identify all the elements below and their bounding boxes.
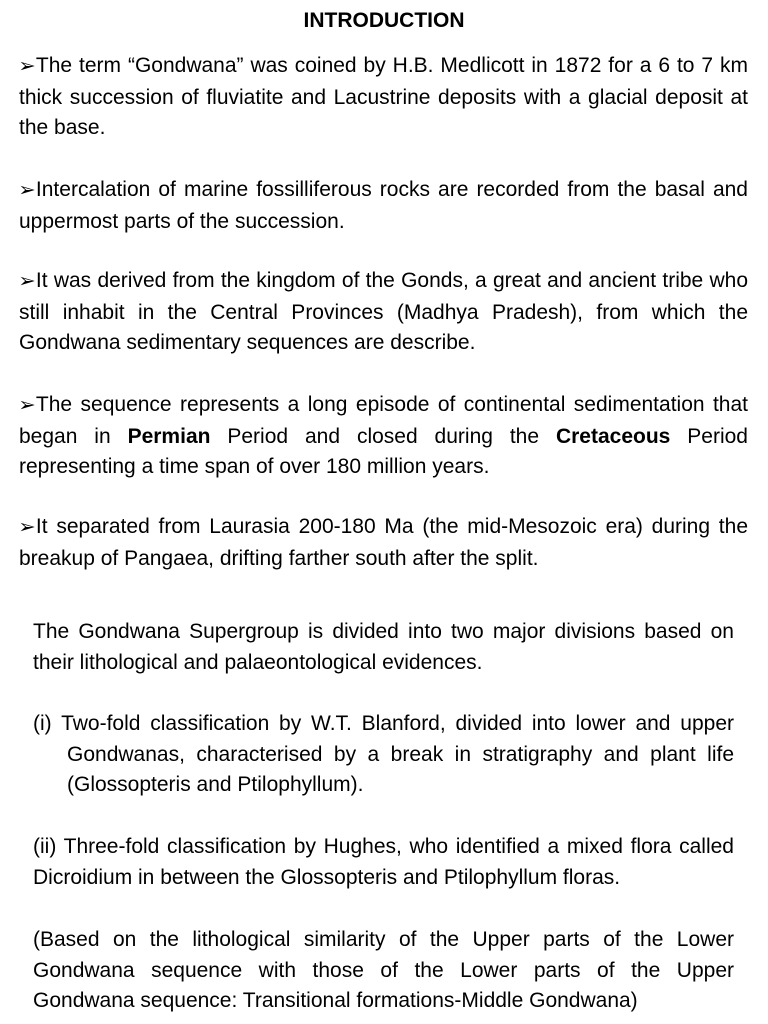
arrow-bullet-icon: ➢ bbox=[18, 517, 36, 538]
bullet-text-3: It was derived from the kingdom of the Gonds, a great and ancient tribe who still inhabit in the Central Provinces (Madhya Pradesh), from which the Gondwana sedimentary sequences are describe. bbox=[19, 269, 748, 355]
bullet-text-5: It separated from Laurasia 200-180 Ma (the mid-Mesozoic era) during the breakup of Pangaea, drifting farther south after the split. bbox=[19, 515, 748, 570]
arrow-bullet-icon: ➢ bbox=[18, 180, 36, 201]
bullet-text-1: The term “Gondwana” was coined by H.B. Medlicott in 1872 for a 6 to 7 km thick succession of fluviatite and Lacustrine deposits with a glacial deposit at the base. bbox=[19, 54, 748, 140]
bullet-paragraph-1 bbox=[19, 51, 748, 144]
arrow-bullet-icon: ➢ bbox=[18, 271, 36, 292]
bullet-paragraph-5 bbox=[19, 512, 748, 574]
bold-term-permian: Permian bbox=[127, 424, 211, 448]
page-title: INTRODUCTION bbox=[303, 9, 465, 32]
arrow-bullet-icon: ➢ bbox=[18, 56, 36, 77]
division-intro-text: The Gondwana Supergroup is divided into two major divisions based on their lithological and palaeontological evidences. bbox=[33, 620, 734, 674]
arrow-bullet-icon: ➢ bbox=[18, 395, 36, 416]
classification-item-ii: (ii) Three-fold classification by Hughes, who identified a mixed flora called Dicroidium in between the Glossopteris and Ptilophyllum floras. bbox=[33, 835, 734, 889]
bullet-paragraph-4 bbox=[19, 390, 748, 483]
classification-item-i: (i) Two-fold classification by W.T. Blanford, divided into lower and upper Gondwanas, characterised by a break in stratigraphy and plant life (Glossopteris and Ptilophyllum). bbox=[33, 712, 734, 797]
bullet-text-2: Intercalation of marine fossilliferous rocks are recorded from the basal and uppermost parts of the succession. bbox=[19, 178, 748, 233]
bullet-text-4a: The sequence represents a long episode of continental sedimentation that began in bbox=[19, 393, 748, 448]
bullet-paragraph-3 bbox=[19, 266, 748, 359]
bold-term-cretaceous: Cretaceous bbox=[555, 424, 671, 448]
bullet-text-4c: Period representing a time span of over 180 million years. bbox=[19, 424, 748, 479]
classification-note: (Based on the lithological similarity of the Upper parts of the Lower Gondwana sequence with those of the Lower parts of the Upper Gondwana sequence: Transitional formations-Middle Gondwana) bbox=[33, 928, 734, 1013]
bullet-paragraph-2 bbox=[19, 175, 748, 237]
bullet-text-4b: Period and closed during the bbox=[210, 424, 556, 448]
